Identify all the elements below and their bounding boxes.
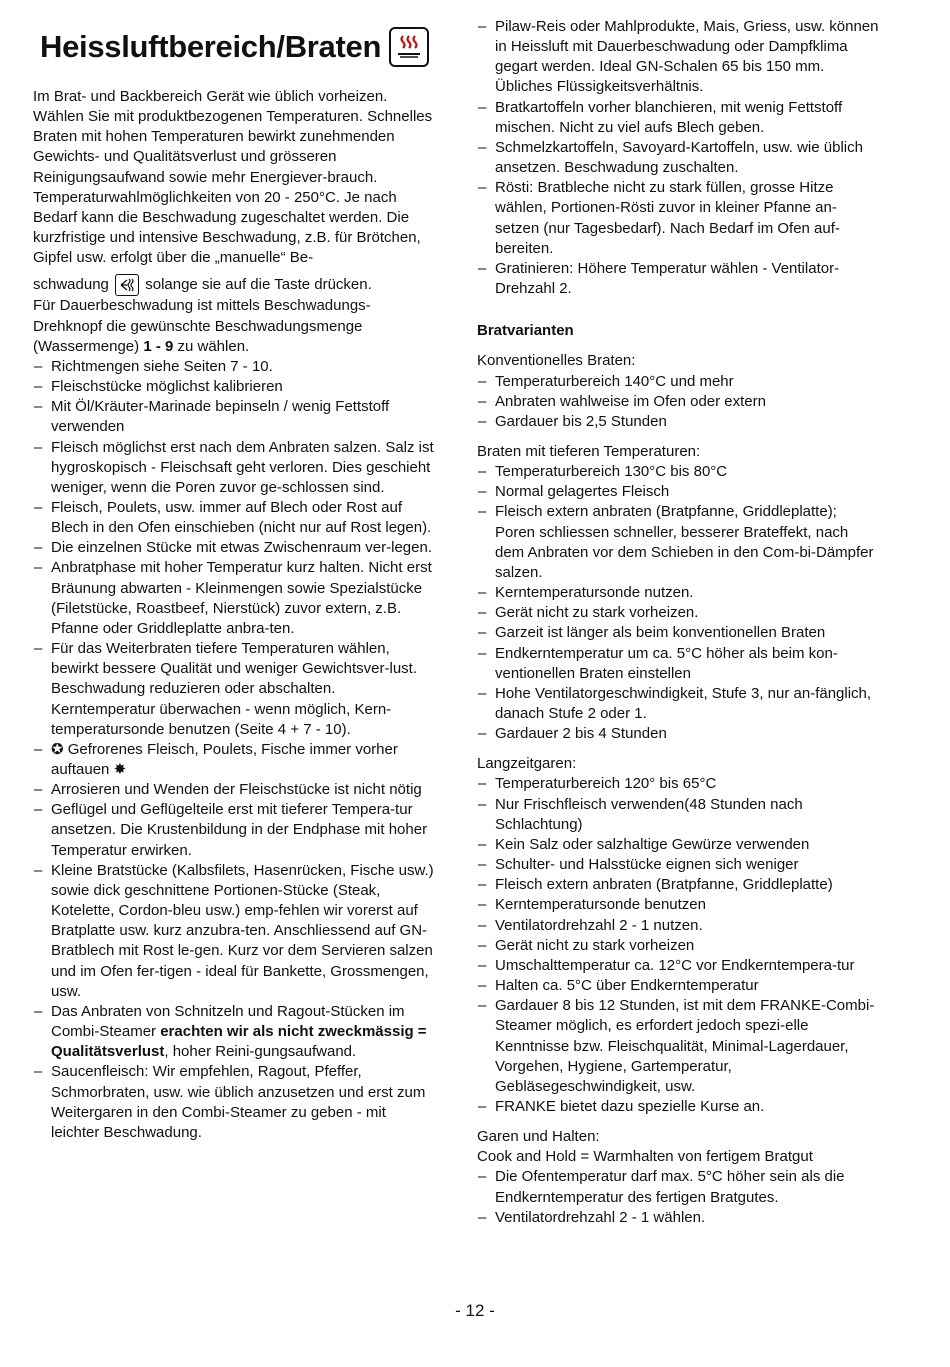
list-item: – Kerntemperatursonde benutzen [477, 895, 879, 915]
intro4-text-b: zu wählen. [177, 337, 250, 355]
list-item: – Schmelzkartoffeln, Savoyard-Kartoffeln, usw. wie üblich ansetzen. Beschwadung zuschalten. [477, 138, 879, 178]
list-item: – Rösti: Bratbleche nicht zu stark füllen, grosse Hitze wählen, Portionen-Rösti zuvor in kleiner Pfanne an-setzen (nur Tagesbedarf). Nach Bedarf im Ofen auf-bereiten. [477, 178, 879, 259]
list-item: – Saucenfleisch: Wir empfehlen, Ragout, Pfeffer, Schmorbraten, usw. wie üblich anzusetzen und erst zum Weitergaren in den Combi-Steamer zu geben - mit leichter Beschwadung. [33, 1062, 435, 1143]
konventionell-list [477, 372, 879, 432]
intro-paragraph-2: Temperaturwahlmöglichkeiten von 20 - 250°C. Je nach Bedarf kann die Beschwadung zugeschaltet werden. Die kurzfristige und intensive Beschwadung, z.B. für Brötchen, Gipfel usw. erfolgt über die „manuelle“ Be- [33, 188, 421, 267]
intro-paragraph-4 [33, 296, 435, 356]
title-row [40, 22, 429, 72]
list-item: – Kleine Bratstücke (Kalbsfilets, Hasenrücken, Fische usw.) sowie dick geschnittene Portionen-Stücke (Steak, Kotelette, Cordon-bleu usw.) emp-fehlen wir vorerst auf Bratplatte usw. kurz anzubra-ten. Anschliessend auf GN-Bratblech mit Rost le-gen. Kurz vor dem Servieren salzen und im Ofen fer-tigen - ideal für Bankette, Grossmengen, usw. [33, 861, 435, 1002]
list-item: – Kerntemperatursonde nutzen. [477, 583, 879, 603]
list-item: – Endkerntemperatur um ca. 5°C höher als beim kon-ventionellen Braten einstellen [477, 644, 879, 684]
right-tips-list [477, 17, 879, 299]
intro4-range: 1 - 9 [143, 337, 174, 355]
garen-halten-list [477, 1167, 879, 1227]
tiefere-temperaturen-list [477, 462, 879, 744]
list-item: – Gardauer 8 bis 12 Stunden, ist mit dem FRANKE-Combi-Steamer möglich, es erfordert jedoch spezi-elle Kenntnisse bzw. Fleischqualität, Minimal-Lagerdauer, Vorgehen, Hygiene, Gartemperatur, Gebläsegeschwindigkeit, usw. [477, 996, 879, 1097]
heat-waves-icon [389, 27, 429, 67]
list-item: – Fleischstücke möglichst kalibrieren [33, 377, 435, 397]
list-item: – Geflügel und Geflügelteile erst mit tieferer Tempera-tur ansetzen. Die Krustenbildung in der Endphase mit hoher Temperatur erwirken. [33, 800, 435, 860]
list-item: – Temperaturbereich 120° bis 65°C [477, 774, 879, 794]
tiefere-temperaturen-heading: Braten mit tieferen Temperaturen: [477, 442, 701, 460]
schnitzel-text-a: Das Anbraten von Schnitzeln und Ragout-Stücken im Combi-Steamer [51, 1002, 405, 1041]
intro-paragraph-3 [33, 274, 435, 296]
list-item: – Richtmengen siehe Seiten 7 - 10. [33, 357, 435, 377]
thaw-symbol-icon: ✪ [51, 740, 64, 758]
list-item-schnitzel [33, 1002, 435, 1062]
bratvarianten-heading: Bratvarianten [477, 322, 574, 340]
list-item: – Hohe Ventilatorgeschwindigkeit, Stufe 3, nur an-fänglich, danach Stufe 2 oder 1. [477, 684, 879, 724]
list-item: – Nur Frischfleisch verwenden(48 Stunden nach Schlachtung) [477, 795, 879, 835]
list-item: – Die Ofentemperatur darf max. 5°C höher sein als die Endkerntemperatur des fertigen Bratgutes. [477, 1167, 879, 1207]
list-item: – Temperaturbereich 130°C bis 80°C [477, 462, 879, 482]
list-item: – Anbraten wahlweise im Ofen oder extern [477, 392, 879, 412]
schnitzel-text-b: , hoher Reini-gungsaufwand. [164, 1043, 357, 1061]
list-item: – Fleisch extern anbraten (Bratpfanne, Griddleplatte) [477, 875, 879, 895]
list-item: – Die einzelnen Stücke mit etwas Zwischenraum ver-legen. [33, 538, 435, 558]
list-item: – FRANKE bietet dazu spezielle Kurse an. [477, 1097, 879, 1117]
list-item: – Schulter- und Halsstücke eignen sich weniger [477, 855, 879, 875]
list-item: – Gerät nicht zu stark vorheizen [477, 936, 879, 956]
langzeitgaren-heading: Langzeitgaren: [477, 755, 577, 773]
list-item: – Gratinieren: Höhere Temperatur wählen - Ventilator-Drehzahl 2. [477, 259, 879, 299]
list-item: – Umschalttemperatur ca. 12°C vor Endkerntempera-tur [477, 956, 879, 976]
intro3-text-a: schwadung [33, 276, 109, 294]
left-tips-list [33, 357, 435, 1143]
list-item: – Normal gelagertes Fleisch [477, 482, 879, 502]
list-item: – Für das Weiterbraten tiefere Temperaturen wählen, bewirkt bessere Qualität und weniger Gewichtsver-lust. Beschwadung reduzieren oder abschalten. Kerntemperatur überwachen - wenn möglich, Kern-temperatursonde benutzen (Seite 4 + 7 - 10). [33, 639, 435, 740]
list-item: – Fleisch extern anbraten (Bratpfanne, Griddleplatte); Poren schliessen schneller, besserer Brateffekt, nach dem Anbraten vor dem Schieben in den Com-bi-Dämpfer salzen. [477, 502, 879, 583]
intro-paragraph-1: Im Brat- und Backbereich Gerät wie üblich vorheizen. Wählen Sie mit produktbezogenen Temperaturen. Schnelles Braten mit hohen Temperaturen bewirkt zunehmenden Gewichts- und Qualitätsverlust und grösseren Reinigungsaufwand sowie mehr Energiever-brauch. [33, 88, 433, 186]
langzeitgaren-list [477, 774, 879, 1117]
left-column [33, 87, 435, 1143]
list-item: – Fleisch, Poulets, usw. immer auf Blech oder Rost auf Blech in den Ofen einschieben (nicht nur auf Rost legen). [33, 498, 435, 538]
list-item: – Garzeit ist länger als beim konventionellen Braten [477, 623, 879, 643]
page-number: - 12 - [455, 1301, 495, 1320]
intro4-text-a: Für Dauerbeschwadung ist mittels Beschwadungs-Drehknopf die gewünschte Beschwadungsmenge (Wassermenge) [33, 297, 371, 355]
garen-halten-heading: Garen und Halten: [477, 1128, 600, 1146]
list-item: – Bratkartoffeln vorher blanchieren, mit wenig Fettstoff mischen. Nicht zu viel aufs Blech geben. [477, 98, 879, 138]
cook-and-hold-subheading: Cook and Hold = Warmhalten von fertigem Bratgut [477, 1148, 813, 1166]
list-item: – Anbratphase mit hoher Temperatur kurz halten. Nicht erst Bräunung abwarten - Kleinmengen sowie Spezialstücke (Filetstücke, Roastbeef, Nierstück) zuvor extern, z.B. Pfanne oder Griddleplatte anbra-ten. [33, 558, 435, 639]
list-item: – Kein Salz oder salzhaltige Gewürze verwenden [477, 835, 879, 855]
list-item: – Temperaturbereich 140°C und mehr [477, 372, 879, 392]
steam-nozzle-icon [115, 274, 139, 296]
list-item: – Halten ca. 5°C über Endkerntemperatur [477, 976, 879, 996]
list-item: – Ventilatordrehzahl 2 - 1 wählen. [477, 1208, 879, 1228]
schnitzel-warning: erachten wir als nicht zweckmässig = Qualitätsverlust [51, 1023, 427, 1061]
snowflake-icon: ✸ [113, 761, 127, 778]
list-item: – Fleisch möglichst erst nach dem Anbraten salzen. Salz ist hygroskopisch - Fleischsaft geht verloren. Dies geschieht weniger, wenn die Poren zuvor ge-schlossen sind. [33, 438, 435, 498]
list-item: – Gardauer 2 bis 4 Stunden [477, 724, 879, 744]
right-column [477, 17, 879, 1228]
list-item-frozen [33, 740, 435, 780]
list-item: – Ventilatordrehzahl 2 - 1 nutzen. [477, 916, 879, 936]
frozen-item-text: Gefrorenes Fleisch, Poulets, Fische immer vorher auftauen [51, 740, 398, 778]
intro3-text-b: solange sie auf die Taste drücken. [145, 276, 372, 294]
page-title: Heissluftbereich/Braten [40, 29, 382, 64]
list-item: – Arrosieren und Wenden der Fleischstücke ist nicht nötig [33, 780, 435, 800]
list-item: – Mit Öl/Kräuter-Marinade bepinseln / wenig Fettstoff verwenden [33, 397, 435, 437]
list-item: – Gardauer bis 2,5 Stunden [477, 412, 879, 432]
konventionell-heading: Konventionelles Braten: [477, 352, 636, 370]
list-item: – Pilaw-Reis oder Mahlprodukte, Mais, Griess, usw. können in Heissluft mit Dauerbeschwadung oder Dampfklima gegart werden. Ideal GN-Schalen 65 bis 150 mm. Übliches Flüssigkeitsverhältnis. [477, 17, 879, 98]
list-item: – Gerät nicht zu stark vorheizen. [477, 603, 879, 623]
